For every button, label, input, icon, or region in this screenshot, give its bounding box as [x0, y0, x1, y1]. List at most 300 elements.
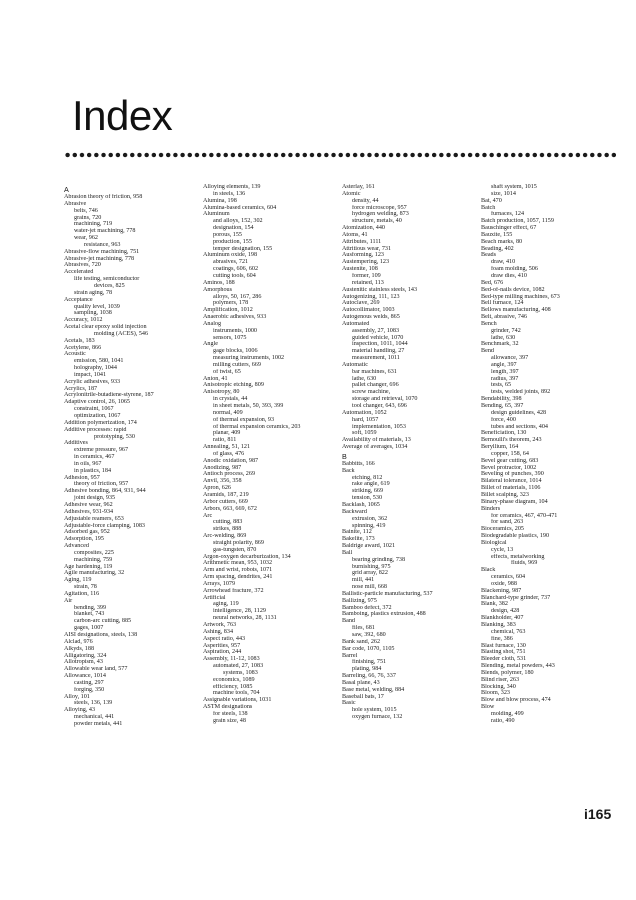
index-entry: Bainite, 112 [342, 529, 372, 536]
index-entry: Adjustable reamers, 653 [64, 515, 124, 522]
index-entry: Belt, abrasive, 746 [481, 314, 528, 321]
index-entry: Addition polymerization, 174 [64, 419, 137, 426]
index-entry: Billet scalping, 323 [481, 491, 529, 498]
index-subentry: resistance, 963 [84, 241, 121, 248]
index-entry: Blanchard-type grinder, 737 [481, 594, 551, 601]
index-subentry: grain size, 48 [213, 717, 246, 724]
index-subentry: designation, 154 [213, 225, 254, 232]
index-subentry: material handling, 27 [352, 348, 405, 355]
index-entry: Atoms, 41 [342, 231, 368, 238]
index-subentry: screw machine, [352, 389, 391, 396]
index-subentry: normal, 409 [213, 409, 243, 416]
index-entry: Basic [342, 700, 356, 707]
index-entry: Blast furnace, 130 [481, 642, 526, 649]
index-subentry: systems, 1083 [223, 669, 258, 676]
index-entry: Alloy, 101 [64, 693, 90, 700]
index-subentry: measurement, 1011 [352, 355, 400, 362]
index-subentry: spinning, 419 [352, 522, 386, 529]
index-entry: Ashing, 834 [203, 628, 234, 635]
index-entry: Asperities, 957 [203, 642, 241, 649]
index-entry: Aspiration, 244 [203, 649, 242, 656]
index-subentry: angle, 397 [491, 361, 517, 368]
index-entry: Additives [64, 440, 88, 447]
index-entry: Anodic oxidation, 987 [203, 457, 259, 464]
index-subentry: fine, 386 [491, 635, 513, 642]
index-entry: Attritious wear, 731 [342, 245, 392, 252]
index-entry: Attributes, 1111 [342, 238, 382, 245]
index-subentry: blanket, 743 [74, 611, 105, 618]
index-subentry: fluids, 969 [511, 560, 538, 567]
index-subentry: theory of friction, 957 [74, 481, 129, 488]
index-entry: Bioceramics, 205 [481, 526, 524, 533]
index-subentry: straight polarity, 869 [213, 539, 264, 546]
index-entry: Bed-type milling machines, 673 [481, 293, 560, 300]
index-entry: Artwork, 763 [203, 622, 237, 628]
index-subentry: wear, 962 [74, 235, 98, 242]
index-entry: Aramids, 187, 219 [203, 491, 249, 498]
index-subentry: sampling, 1038 [74, 310, 112, 317]
index-subentry: intelligence, 28, 1129 [213, 608, 266, 615]
index-entry: Acrylics, 187 [64, 385, 98, 392]
index-subentry: tension, 530 [352, 495, 383, 502]
index-subentry: of thermal expansion, 93 [213, 416, 275, 423]
index-entry: Arbors, 663, 669, 672 [203, 505, 257, 512]
index-subentry: ratio, 490 [491, 717, 515, 724]
index-entry: Antioch process, 269 [203, 471, 256, 478]
index-subentry: of thermal expansion ceramics, 203 [213, 423, 301, 430]
index-subentry: hard, 1057 [352, 416, 379, 423]
index-subentry: molding (ACES), 546 [94, 330, 149, 337]
index-entry: Bevel protractor, 1002 [481, 464, 537, 471]
index-entry: Adhesives, 931-934 [64, 508, 114, 515]
index-entry: Aspect ratio, 443 [203, 635, 246, 642]
index-entry: Anion, 41 [203, 375, 228, 382]
index-entry: Abrasive [64, 200, 87, 207]
index-subentry: striking, 669 [352, 488, 384, 495]
index-subentry: in steels, 136 [213, 190, 246, 197]
index-subentry: strain, 78 [74, 584, 97, 591]
index-entry: Autogenous welds, 865 [342, 314, 400, 321]
index-entry: Assembly, 11-12, 1083 [203, 656, 260, 663]
index-entry: Adsorption, 195 [64, 536, 104, 543]
index-subentry: machining, 759 [74, 556, 113, 563]
index-entry: Bank sand, 262 [342, 638, 381, 645]
index-entry: Bernoulli's theorem, 243 [481, 437, 542, 444]
index-subentry: implementation, 1053 [352, 423, 406, 430]
index-entry: Acetals, 183 [64, 337, 95, 344]
index-entry: Bench [481, 320, 497, 327]
index-column-4 [481, 184, 611, 725]
index-subentry: of glass, 476 [213, 450, 245, 457]
index-entry: Acoustic [64, 351, 86, 358]
index-entry: Autocollimator, 1003 [342, 307, 395, 314]
index-subentry: gage blocks, 1006 [213, 348, 258, 355]
index-subentry: aging, 119 [213, 601, 239, 608]
index-subentry: density, 44 [352, 197, 379, 204]
index-entry: Bendability, 398 [481, 396, 522, 403]
index-subentry: machine tools, 704 [213, 690, 260, 697]
index-entry: Air [64, 597, 73, 604]
index-entry: Beveling of punches, 390 [481, 471, 544, 478]
index-subentry: production, 155 [213, 238, 252, 245]
index-entry: Adhesive bonding, 864, 931, 944 [64, 488, 146, 495]
index-subentry: structure, metals, 40 [352, 218, 402, 225]
index-entry: Ballistic-particle manufacturing, 537 [342, 590, 433, 597]
index-subentry: former, 109 [352, 272, 381, 279]
index-subentry: design, 428 [491, 608, 520, 615]
index-entry: Abrasive-jet machining, 778 [64, 255, 135, 262]
index-entry: Barreling, 66, 76, 337 [342, 673, 396, 680]
index-entry: Alligatoring, 324 [64, 652, 107, 659]
index-subentry: grains, 720 [74, 214, 102, 221]
index-subentry: in ceramics, 467 [74, 454, 115, 461]
index-entry: Acceptance [64, 296, 93, 303]
index-subentry: coatings, 606, 602 [213, 266, 259, 273]
index-entry: Adjustable-force clamping, 1083 [64, 522, 145, 529]
index-column-3 [342, 184, 472, 721]
page-number: i165 [584, 806, 612, 822]
index-subentry: hydrogen welding, 873 [352, 211, 409, 218]
dotted-rule [64, 152, 616, 158]
index-entry: Agitation, 116 [64, 590, 100, 597]
index-entry: Bloom, 323 [481, 690, 511, 697]
index-entry: Beading, 402 [481, 245, 514, 252]
index-subentry: size, 1014 [491, 190, 516, 197]
index-subentry: foam molding, 506 [491, 266, 538, 273]
index-subentry: retained, 113 [352, 279, 384, 286]
index-entry: Arm spacing, dendrites, 241 [203, 574, 273, 581]
index-entry: Bar code, 1070, 1105 [342, 645, 395, 652]
index-entry: Anisotropy, 80 [203, 389, 240, 396]
index-subentry: joint design, 935 [74, 495, 116, 502]
index-entry: Accuracy, 1012 [64, 317, 103, 324]
index-entry: Atomic [342, 190, 361, 197]
index-subentry: tests, 65 [491, 382, 512, 389]
index-entry: Arithmetic mean, 953, 1032 [203, 560, 273, 567]
index-subentry: porous, 155 [213, 231, 242, 238]
index-subentry: bar machines, 631 [352, 368, 397, 375]
index-entry: Bleeder cloth, 531 [481, 656, 527, 663]
index-subentry: in oils, 967 [74, 460, 102, 467]
index-entry: Alclad, 976 [64, 638, 93, 645]
index-entry: Beneficiation, 130 [481, 430, 527, 437]
index-entry: Arbor cutters, 669 [203, 498, 248, 505]
index-subentry: soft, 1059 [352, 430, 377, 437]
index-subentry: in crystals, 44 [213, 396, 248, 403]
index-entry: Alumina-based ceramics, 604 [203, 204, 277, 211]
index-entry: Arm and wrist, robots, 1071 [203, 567, 273, 574]
index-subentry: strikes, 888 [213, 526, 242, 533]
index-entry: Alumina, 198 [203, 197, 237, 204]
index-subentry: grid array, 822 [352, 570, 388, 577]
index-entry: Bend [481, 348, 494, 355]
index-entry: Additive processes: rapid [64, 426, 127, 433]
index-entry: Anodizing, 987 [203, 464, 242, 471]
index-entry: Bamboing, plastics extrusion, 488 [342, 611, 426, 618]
index-subentry: rake angle, 619 [352, 481, 390, 488]
index-entry: Benchmark, 32 [481, 341, 519, 348]
index-entry: Alloying, 43 [64, 707, 96, 714]
index-entry: Blackening, 987 [481, 587, 522, 594]
index-subentry: and alloys, 152, 302 [213, 218, 263, 225]
index-subentry: life testing, semiconductor [74, 276, 140, 283]
index-entry: Availability of materials, 13 [342, 437, 411, 444]
index-subentry: in plastics, 184 [74, 467, 112, 474]
index-entry: Alkyds, 188 [64, 645, 95, 652]
index-entry: Bauxite, 155 [481, 231, 513, 238]
index-subentry: mechanical, 441 [74, 714, 115, 721]
index-entry: Barrel [342, 652, 358, 659]
index-subentry: planar, 409 [213, 430, 241, 437]
index-subentry: powder metals, 441 [74, 720, 123, 727]
index-subentry: instruments, 1000 [213, 327, 258, 334]
index-subentry: machining, 719 [74, 221, 113, 228]
index-entry: Autoclave, 269 [342, 300, 380, 307]
index-entry: Biological [481, 539, 507, 546]
index-subentry: tubes and sections, 404 [491, 423, 548, 430]
index-subentry: temper designation, 155 [213, 245, 273, 252]
index-entry: Advanced [64, 543, 89, 550]
index-subentry: copper, 158, 64 [491, 450, 529, 457]
index-subentry: gas-tungsten, 870 [213, 546, 257, 553]
index-entry: Assignable variations, 1031 [203, 697, 272, 704]
index-subentry: milling cutters, 669 [213, 361, 261, 368]
index-subentry: alloys, 50, 167, 286 [213, 293, 262, 300]
index-subentry: tool changer, 643, 696 [352, 403, 407, 409]
index-subentry: finishing, 751 [352, 659, 387, 666]
index-entry: Backward [342, 508, 367, 515]
index-subentry: automated, 27, 1083 [213, 663, 264, 670]
index-entry: Baseball bats, 17 [342, 693, 384, 700]
page-title: Index [72, 92, 173, 139]
index-subentry: abrasives, 721 [213, 259, 249, 266]
index-entry: Automatic [342, 361, 368, 368]
index-entry: Austempering, 123 [342, 259, 390, 266]
index-entry: Beach marks, 80 [481, 238, 523, 245]
index-entry: Blanking, 383 [481, 622, 516, 628]
index-subentry: for sand, 263 [491, 519, 524, 526]
index-subentry: for ceramics, 467, 470-471 [491, 512, 558, 519]
index-entry: Atomization, 440 [342, 225, 385, 232]
index-subentry: etching, 812 [352, 474, 383, 481]
index-subentry: water-jet machining, 778 [74, 228, 136, 235]
index-subentry: gages, 1007 [74, 625, 104, 632]
index-entry: Aluminum [203, 211, 230, 218]
index-subentry: economics, 1089 [213, 676, 255, 683]
index-entry: Apron, 626 [203, 485, 231, 492]
index-subentry: steels, 136, 139 [74, 700, 113, 707]
index-subentry: molding, 499 [491, 710, 524, 717]
index-subentry: plating, 984 [352, 666, 382, 673]
index-entry: Bamboo defect, 372 [342, 604, 392, 611]
index-entry: Batch [481, 204, 496, 211]
index-entry: Amorphous [203, 286, 232, 293]
index-subentry: storage and retrieval, 1070 [352, 396, 418, 403]
index-entry: Batch production, 1057, 1159 [481, 218, 554, 225]
index-entry: Allotropism, 43 [64, 659, 103, 666]
index-entry: Blow [481, 704, 495, 711]
index-subentry: forging, 350 [74, 686, 105, 693]
index-entry: Back [342, 467, 355, 474]
index-entry: Blank, 382 [481, 601, 508, 608]
index-subentry: oxygen furnace, 132 [352, 714, 403, 721]
index-entry: Asterlay, 161 [342, 184, 375, 190]
index-entry: Bat, 470 [481, 197, 502, 204]
index-entry: Annealing, 51, 121 [203, 444, 251, 451]
index-subentry: mill, 441 [352, 577, 375, 584]
index-entry: Ballizing, 975 [342, 597, 377, 604]
index-entry: Acrylic adhesives, 933 [64, 378, 121, 385]
index-subentry: polymers, 178 [213, 300, 249, 307]
index-entry: Aging, 119 [64, 577, 92, 584]
index-entry: Agile manufacturing, 32 [64, 570, 125, 577]
index-subentry: pallet changer, 696 [352, 382, 399, 389]
index-entry: Beryllium, 164 [481, 444, 519, 451]
index-subentry: cycle, 13 [491, 546, 514, 553]
index-entry: Arrays, 1079 [203, 580, 236, 587]
index-entry: Anisotropic etching, 809 [203, 382, 264, 389]
index-entry: Binary-phase diagram, 104 [481, 498, 548, 505]
index-entry: Blends, polymer, 180 [481, 669, 534, 676]
index-entry: Acrylonitrile-butadiene-styrene, 187 [64, 392, 154, 399]
index-entry: Angle [203, 341, 219, 348]
index-entry: Aminos, 188 [203, 279, 235, 286]
index-entry: Band [342, 618, 355, 625]
index-subentry: efficiency, 1085 [213, 683, 253, 690]
index-subentry: holography, 1044 [74, 365, 117, 372]
index-subentry: furnaces, 124 [491, 211, 525, 218]
index-entry: Bevel gear cutting, 683 [481, 457, 539, 464]
index-subentry: measuring instruments, 1002 [213, 355, 285, 362]
index-entry: Billet of materials, 1106 [481, 485, 541, 492]
index-subentry: in sheet metals, 50, 393, 399 [213, 403, 284, 409]
index-subentry: cutting tools, 604 [213, 272, 256, 279]
index-subentry: hole system, 1015 [352, 707, 397, 714]
index-entry: Blending, metal powders, 443 [481, 663, 555, 670]
index-subentry: draw, 410 [491, 259, 516, 266]
index-entry: Anvil, 356, 358 [203, 478, 242, 485]
index-subentry: quality level, 1039 [74, 303, 120, 310]
index-subentry: extrusion, 362 [352, 515, 388, 522]
index-subentry: impact, 1041 [74, 371, 107, 378]
index-subentry: force microscope, 957 [352, 204, 407, 211]
index-subentry: ceramics, 604 [491, 574, 526, 581]
index-subentry: constraint, 1067 [74, 406, 114, 413]
index-entry: Autogenizing, 111, 123 [342, 293, 400, 300]
index-subentry: optimization, 1067 [74, 413, 121, 419]
index-entry: Basal plane, 43 [342, 679, 380, 686]
index-entry: Allowable wear land, 577 [64, 666, 128, 673]
index-entry: Argon-oxygen decarburization, 134 [203, 553, 291, 560]
index-entry: Bellows manufacturing, 408 [481, 307, 551, 314]
index-subentry: tests, welded joints, 892 [491, 389, 551, 396]
index-entry: Bakelite, 173 [342, 536, 375, 543]
index-entry: Black [481, 567, 496, 574]
index-letter-heading: B [342, 451, 347, 461]
index-entry: Blankholder, 407 [481, 615, 524, 622]
index-entry: Biodegradable plastics, 190 [481, 533, 550, 540]
index-entry: Baldrige award, 1021 [342, 543, 396, 550]
index-subentry: bending, 399 [74, 604, 107, 611]
index-subentry: composites, 225 [74, 549, 114, 556]
index-subentry: design guidelines, 428 [491, 409, 547, 416]
index-subentry: for steels, 138 [213, 710, 248, 717]
index-subentry: sensors, 1075 [213, 334, 247, 341]
index-entry: Blow and blow process, 474 [481, 697, 551, 704]
index-entry: Bilateral tolerance, 1014 [481, 478, 542, 485]
index-letter-heading: A [64, 185, 69, 194]
index-subentry: allowance, 397 [491, 355, 529, 362]
index-entry: Austenitic stainless steels, 143 [342, 286, 418, 293]
index-entry: Beads [481, 252, 497, 259]
index-entry: Abrasives, 720 [64, 262, 101, 269]
index-subentry: emission, 580, 1041 [74, 358, 124, 365]
index-entry: Ball [342, 549, 353, 556]
index-subentry: belts, 746 [74, 207, 98, 214]
index-subentry: casting, 297 [74, 679, 104, 686]
index-subentry: effects, metalworking [491, 553, 545, 560]
index-entry: Automation, 1052 [342, 409, 387, 416]
index-entry: Bed-of-nails device, 1082 [481, 286, 545, 293]
index-subentry: lathe, 630 [491, 334, 516, 341]
index-subentry: chemical, 763 [491, 628, 526, 635]
index-entry: Base metal, welding, 884 [342, 686, 405, 693]
index-subentry: of twist, 65 [213, 368, 241, 375]
index-entry: Arrowhead fracture, 372 [203, 587, 264, 594]
index-entry: Bell furnace, 124 [481, 300, 524, 307]
index-entry: AISI designations, steels, 138 [64, 632, 138, 638]
index-entry: Accelerated [64, 269, 94, 276]
index-entry: Automated [342, 320, 370, 327]
index-column-2 [203, 184, 333, 725]
index-entry: Artificial [203, 594, 226, 601]
index-entry: Adaptive control, 26, 1065 [64, 399, 130, 406]
index-entry: Austenite, 108 [342, 266, 378, 273]
index-entry: Arc [203, 512, 213, 519]
index-subentry: assembly, 27, 1083 [352, 327, 400, 334]
index-subentry: cutting, 883 [213, 519, 243, 526]
index-entry: Average of averages, 1034 [342, 444, 408, 451]
index-subentry: length, 397 [491, 368, 519, 375]
index-entry: Blocking, 340 [481, 683, 516, 690]
index-entry: Binders [481, 505, 501, 512]
index-subentry: neural networks, 28, 1131 [213, 615, 277, 622]
index-subentry: devices, 825 [94, 282, 125, 289]
index-entry: Acetylene, 866 [64, 344, 102, 351]
index-subentry: prototyping, 530 [94, 433, 135, 440]
index-entry: Age hardening, 119 [64, 563, 113, 570]
index-subentry: files, 681 [352, 625, 375, 632]
index-subentry: oxide, 988 [491, 580, 517, 587]
index-entry: Aluminum oxide, 198 [203, 252, 258, 259]
index-entry: Backlash, 1065 [342, 501, 380, 508]
index-entry: Acetal clear epoxy solid injection [64, 324, 147, 331]
index-entry: ASTM designations [203, 704, 253, 711]
index-entry: Babbitts, 166 [342, 460, 375, 467]
index-entry: Bauschinger effect, 67 [481, 225, 537, 232]
index-entry: Abrasive-flow machining, 751 [64, 248, 140, 255]
index-entry: Bed, 676 [481, 279, 504, 286]
index-entry: Blind riser, 263 [481, 676, 520, 683]
index-subentry: carbon-arc cutting, 885 [74, 618, 132, 625]
index-subentry: draw dies, 410 [491, 272, 527, 279]
index-subentry: burnishing, 975 [352, 563, 391, 570]
index-subentry: bearing grinding, 738 [352, 556, 406, 563]
index-entry: Allowance, 1014 [64, 673, 106, 680]
index-entry: Amplification, 1012 [203, 307, 253, 314]
index-subentry: inspection, 1011, 1044 [352, 341, 408, 348]
index-entry: Abrasion theory of friction, 958 [64, 194, 143, 200]
